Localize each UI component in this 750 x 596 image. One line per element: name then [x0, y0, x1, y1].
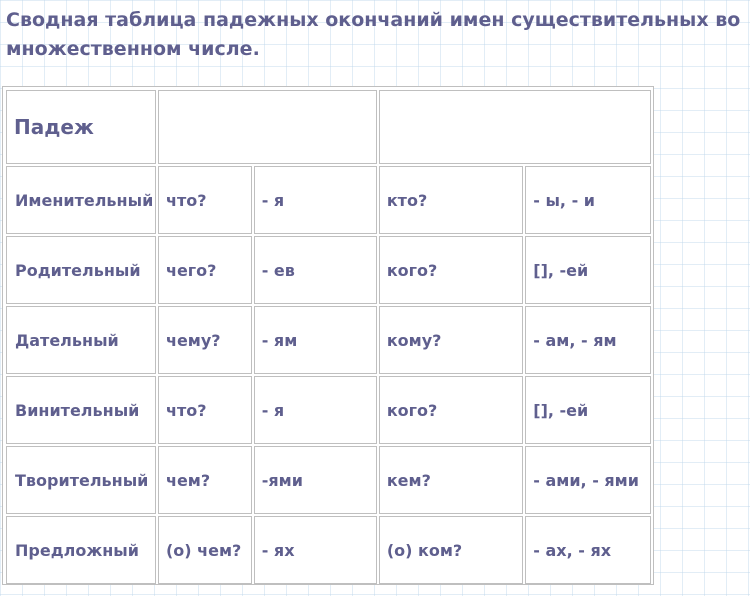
ending-animate: - ам, - ям	[525, 306, 651, 374]
header-cell-2	[379, 90, 651, 164]
question-animate: кто?	[379, 166, 523, 234]
ending-inanimate: - ев	[254, 236, 377, 304]
ending-inanimate: - я	[254, 166, 377, 234]
question-animate: кому?	[379, 306, 523, 374]
ending-animate: - ами, - ями	[525, 446, 651, 514]
case-name: Именительный	[6, 166, 156, 234]
case-endings-table-frame	[2, 86, 654, 585]
question-inanimate: что?	[158, 376, 252, 444]
ending-animate: [], -ей	[525, 376, 651, 444]
table-row	[6, 236, 651, 304]
question-inanimate: чем?	[158, 446, 252, 514]
question-animate: (о) ком?	[379, 516, 523, 584]
question-inanimate: чему?	[158, 306, 252, 374]
table-row	[6, 376, 651, 444]
question-inanimate: чего?	[158, 236, 252, 304]
case-name: Винительный	[6, 376, 156, 444]
table-row	[6, 306, 651, 374]
ending-inanimate: - я	[254, 376, 377, 444]
question-animate: кого?	[379, 236, 523, 304]
ending-animate: - ах, - ях	[525, 516, 651, 584]
case-name: Дательный	[6, 306, 156, 374]
page-title: Сводная таблица падежных окончаний имен существительных во множественном числе.	[6, 9, 741, 60]
table-row	[6, 166, 651, 234]
ending-animate: [], -ей	[525, 236, 651, 304]
ending-inanimate: - ях	[254, 516, 377, 584]
header-cell-1	[158, 90, 377, 164]
header-case-label: Падеж	[6, 90, 156, 164]
case-name: Творительный	[6, 446, 156, 514]
table-row	[6, 446, 651, 514]
ending-inanimate: -ями	[254, 446, 377, 514]
case-name: Предложный	[6, 516, 156, 584]
question-inanimate: что?	[158, 166, 252, 234]
question-animate: кого?	[379, 376, 523, 444]
ending-animate: - ы, - и	[525, 166, 651, 234]
ending-inanimate: - ям	[254, 306, 377, 374]
case-endings-table	[4, 88, 653, 586]
question-animate: кем?	[379, 446, 523, 514]
table-header-row	[6, 90, 651, 164]
case-name: Родительный	[6, 236, 156, 304]
table-row	[6, 516, 651, 584]
question-inanimate: (о) чем?	[158, 516, 252, 584]
